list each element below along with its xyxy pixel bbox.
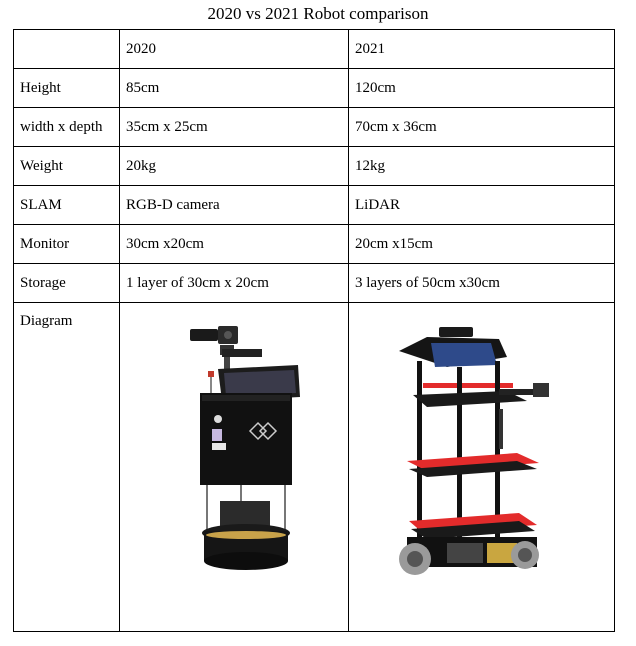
cell-2020: 1 layer of 30cm x 20cm bbox=[120, 264, 349, 303]
cell-2021: 20cm x15cm bbox=[349, 225, 615, 264]
row-label: Monitor bbox=[14, 225, 120, 264]
header-cell-2021: 2021 bbox=[349, 30, 615, 69]
table-row bbox=[14, 147, 615, 186]
diagram-cell-2021 bbox=[349, 303, 615, 632]
table-row bbox=[14, 186, 615, 225]
cell-2020: 85cm bbox=[120, 69, 349, 108]
comparison-table bbox=[13, 29, 615, 632]
cell-2020: 35cm x 25cm bbox=[120, 108, 349, 147]
table-row bbox=[14, 225, 615, 264]
cell-2021: 12kg bbox=[349, 147, 615, 186]
diagram-row bbox=[14, 303, 615, 632]
row-label: Diagram bbox=[14, 303, 120, 632]
robot-2020-icon bbox=[180, 321, 310, 591]
row-label: width x depth bbox=[14, 108, 120, 147]
cell-2020: RGB-D camera bbox=[120, 186, 349, 225]
diagram-cell-2020 bbox=[120, 303, 349, 632]
table-row bbox=[14, 108, 615, 147]
table-row bbox=[14, 69, 615, 108]
table-row bbox=[14, 264, 615, 303]
cell-2020: 20kg bbox=[120, 147, 349, 186]
header-row bbox=[14, 30, 615, 69]
cell-2020: 30cm x20cm bbox=[120, 225, 349, 264]
cell-2021: 3 layers of 50cm x30cm bbox=[349, 264, 615, 303]
row-label: Storage bbox=[14, 264, 120, 303]
cell-2021: 120cm bbox=[349, 69, 615, 108]
row-label: Weight bbox=[14, 147, 120, 186]
cell-2021: LiDAR bbox=[349, 186, 615, 225]
header-cell-empty bbox=[14, 30, 120, 69]
row-label: Height bbox=[14, 69, 120, 108]
robot-2021-icon bbox=[387, 321, 557, 591]
table-caption: 2020 vs 2021 Robot comparison bbox=[207, 4, 429, 23]
header-cell-2020: 2020 bbox=[120, 30, 349, 69]
row-label: SLAM bbox=[14, 186, 120, 225]
cell-2021: 70cm x 36cm bbox=[349, 108, 615, 147]
